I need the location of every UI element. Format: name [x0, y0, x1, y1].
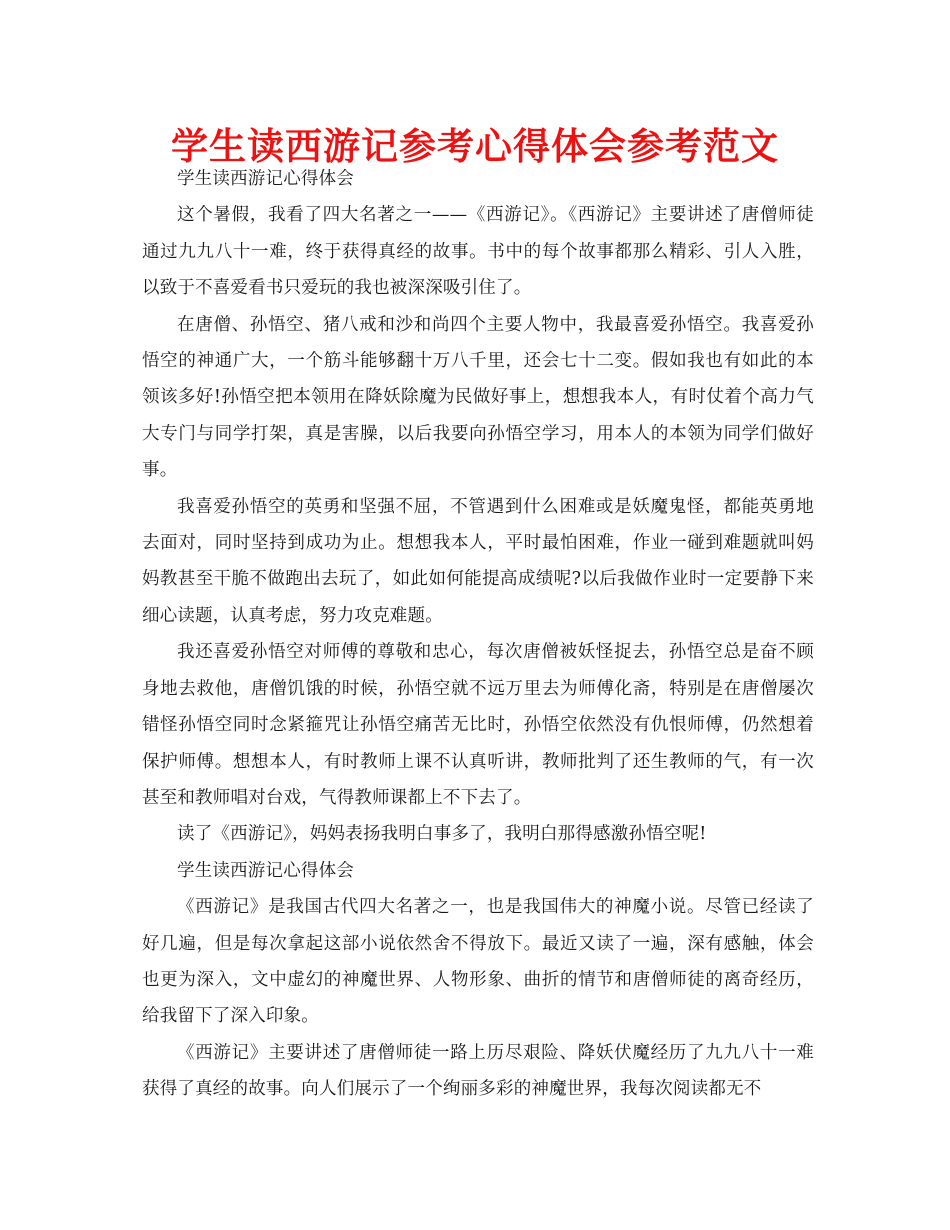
- section-heading: 学生读西游记心得体会: [177, 169, 354, 189]
- body-paragraph: 在唐僧、孙悟空、猪八戒和沙和尚四个主要人物中，我最喜爱孙悟空。我喜爱孙悟空的神通广大，一个筋斗能够翻十万八千里，还会七十二变。假如我也有如此的本领该多好!孙悟空把本领用在降妖除魔为民做好事上，想想我本人，有时仗着个高力气大专门与同学打架，真是害臊，以后我要向孙悟空学习，用本人的本领为同学们做好事。: [142, 314, 814, 481]
- section-heading: 学生读西游记心得体会: [177, 860, 354, 881]
- body-paragraph: 《西游记》是我国古代四大名著之一，也是我国伟大的神魔小说。尽管已经读了好几遍，但是每次拿起这部小说依然舍不得放下。最近又读了一遍，深有感触，体会也更为深入，文中虚幻的神魔世界、人物形象、曲折的情节和唐僧师徒的离奇经历，给我留下了深入印象。: [142, 897, 814, 1027]
- body-paragraph: 我还喜爱孙悟空对师傅的尊敬和忠心，每次唐僧被妖怪捉去，孙悟空总是奋不顾身地去救他，唐僧饥饿的时候，孙悟空就不远万里去为师傅化斋，特别是在唐僧屡次错怪孙悟空同时念紧箍咒让孙悟空痛苦无比时，孙悟空依然没有仇恨师傅，仍然想着保护师傅。想想本人，有时教师上课不认真听讲，教师批判了还生教师的气，有一次甚至和教师唱对台戏，气得教师课都上不下去了。: [142, 642, 814, 808]
- document-title: 学生读西游记参考心得体会参考范文: [171, 124, 779, 168]
- body-paragraph: 《西游记》主要讲述了唐僧师徒一路上历尽艰险、降妖伏魔经历了九九八十一难获得了真经的故事。向人们展示了一个绚丽多彩的神魔世界，我每次阅读都无不: [142, 1042, 814, 1100]
- body-paragraph: 我喜爱孙悟空的英勇和坚强不屈，不管遇到什么困难或是妖魔鬼怪，都能英勇地去面对，同时坚持到成功为止。想想我本人，平时最怕困难，作业一碰到难题就叫妈妈教甚至干脆不做跑出去玩了，如此如何能提高成绩呢?以后我做作业时一定要静下来细心读题，认真考虑，努力攻克难题。: [142, 496, 814, 626]
- document-body: [142, 161, 814, 1108]
- body-paragraph: 读了《西游记》，妈妈表扬我明白事多了，我明白那得感激孙悟空呢!: [177, 824, 707, 845]
- body-paragraph: 这个暑假，我看了四大名著之一——《西游记》。《西游记》主要讲述了唐僧师徒通过九九八十一难，终于获得真经的故事。书中的每个故事都那么精彩、引人入胜，以致于不喜爱看书只爱玩的我也被深深吸引住了。: [142, 205, 814, 299]
